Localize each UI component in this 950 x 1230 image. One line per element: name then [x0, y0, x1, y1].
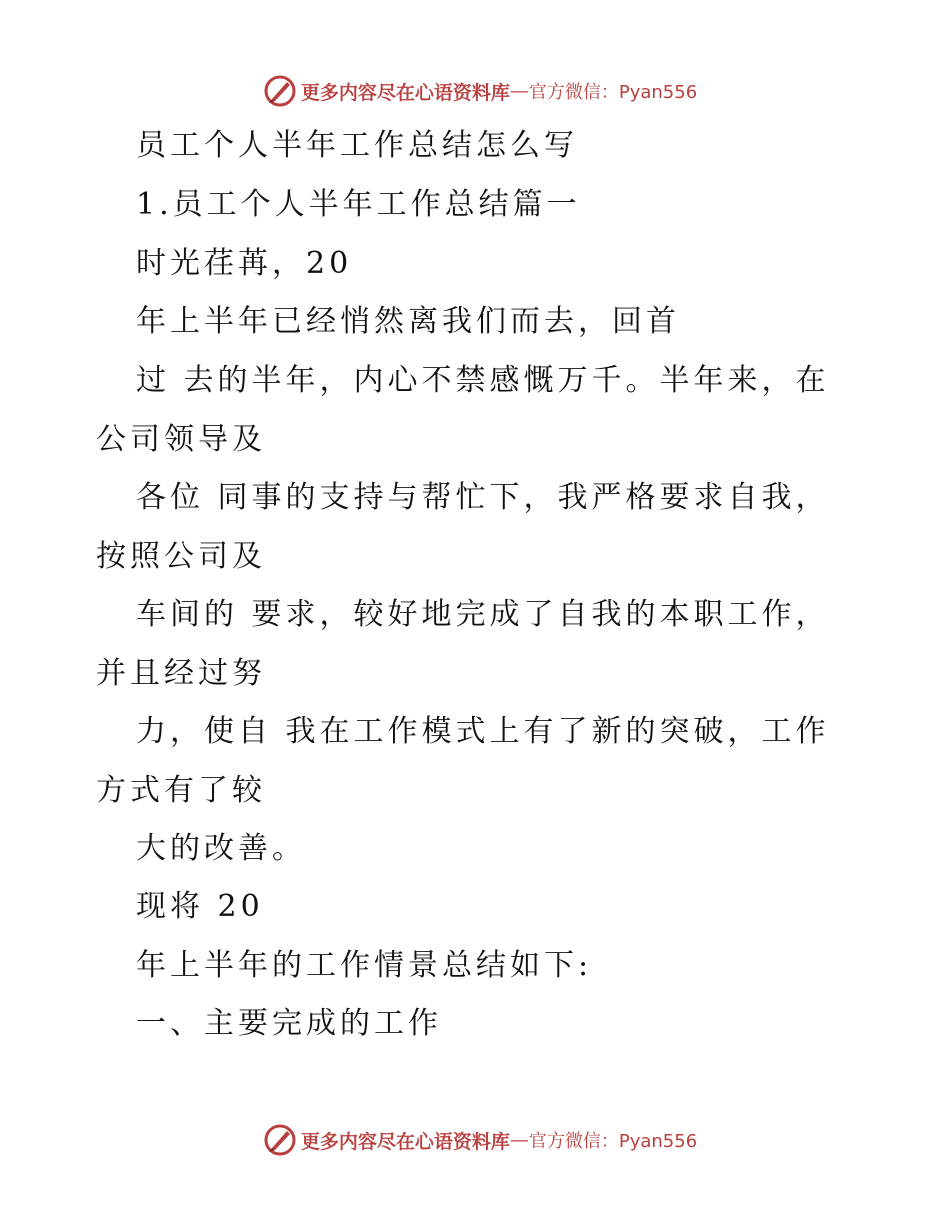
- subsection-heading: 一、主要完成的工作: [136, 1006, 442, 1041]
- watermark-banner-top: [0, 71, 950, 111]
- paragraph-line: 年上半年的工作情景总结如下:: [136, 948, 593, 983]
- paragraph-line: 现将 20: [136, 889, 264, 924]
- watermark-wechat-text: 官方微信：Pyan556: [528, 1131, 698, 1152]
- watermark-separator: —: [509, 1129, 529, 1151]
- watermark-separator: —: [509, 80, 529, 102]
- paragraph-line: 公司领导及: [96, 422, 266, 457]
- watermark-content: [263, 1123, 697, 1157]
- document-title: 员工个人半年工作总结怎么写: [136, 128, 578, 163]
- paragraph-line: 年上半年已经悄然离我们而去，回首: [136, 304, 680, 339]
- paragraph-line: 过 去的半年，内心不禁感慨万千。半年来，在: [136, 363, 830, 398]
- section-heading: 1.员工个人半年工作总结篇一: [136, 187, 581, 222]
- paragraph-line: 并且经过努: [96, 656, 266, 691]
- paragraph-line: 力，使自 我在工作模式上有了新的突破，工作: [136, 714, 830, 749]
- watermark-banner-bottom: [0, 1120, 950, 1160]
- paragraph-line: 大的改善。: [136, 831, 306, 866]
- watermark-wechat-text: 官方微信：Pyan556: [528, 82, 698, 103]
- paragraph-line: 车间的 要求，较好地完成了自我的本职工作，: [136, 597, 830, 632]
- paragraph-line: 各位 同事的支持与帮忙下，我严格要求自我，: [136, 480, 830, 515]
- paragraph-line: 时光荏苒，20: [136, 246, 353, 281]
- watermark-site-text: 更多内容尽在心语资料库: [300, 1130, 510, 1153]
- watermark-site-text: 更多内容尽在心语资料库: [300, 81, 510, 104]
- paragraph-line: 按照公司及: [96, 539, 266, 574]
- watermark-content: [263, 74, 697, 108]
- paragraph-line: 方式有了较: [96, 773, 266, 808]
- feather-pen-logo-icon: [263, 1123, 297, 1157]
- feather-pen-logo-icon: [263, 74, 297, 108]
